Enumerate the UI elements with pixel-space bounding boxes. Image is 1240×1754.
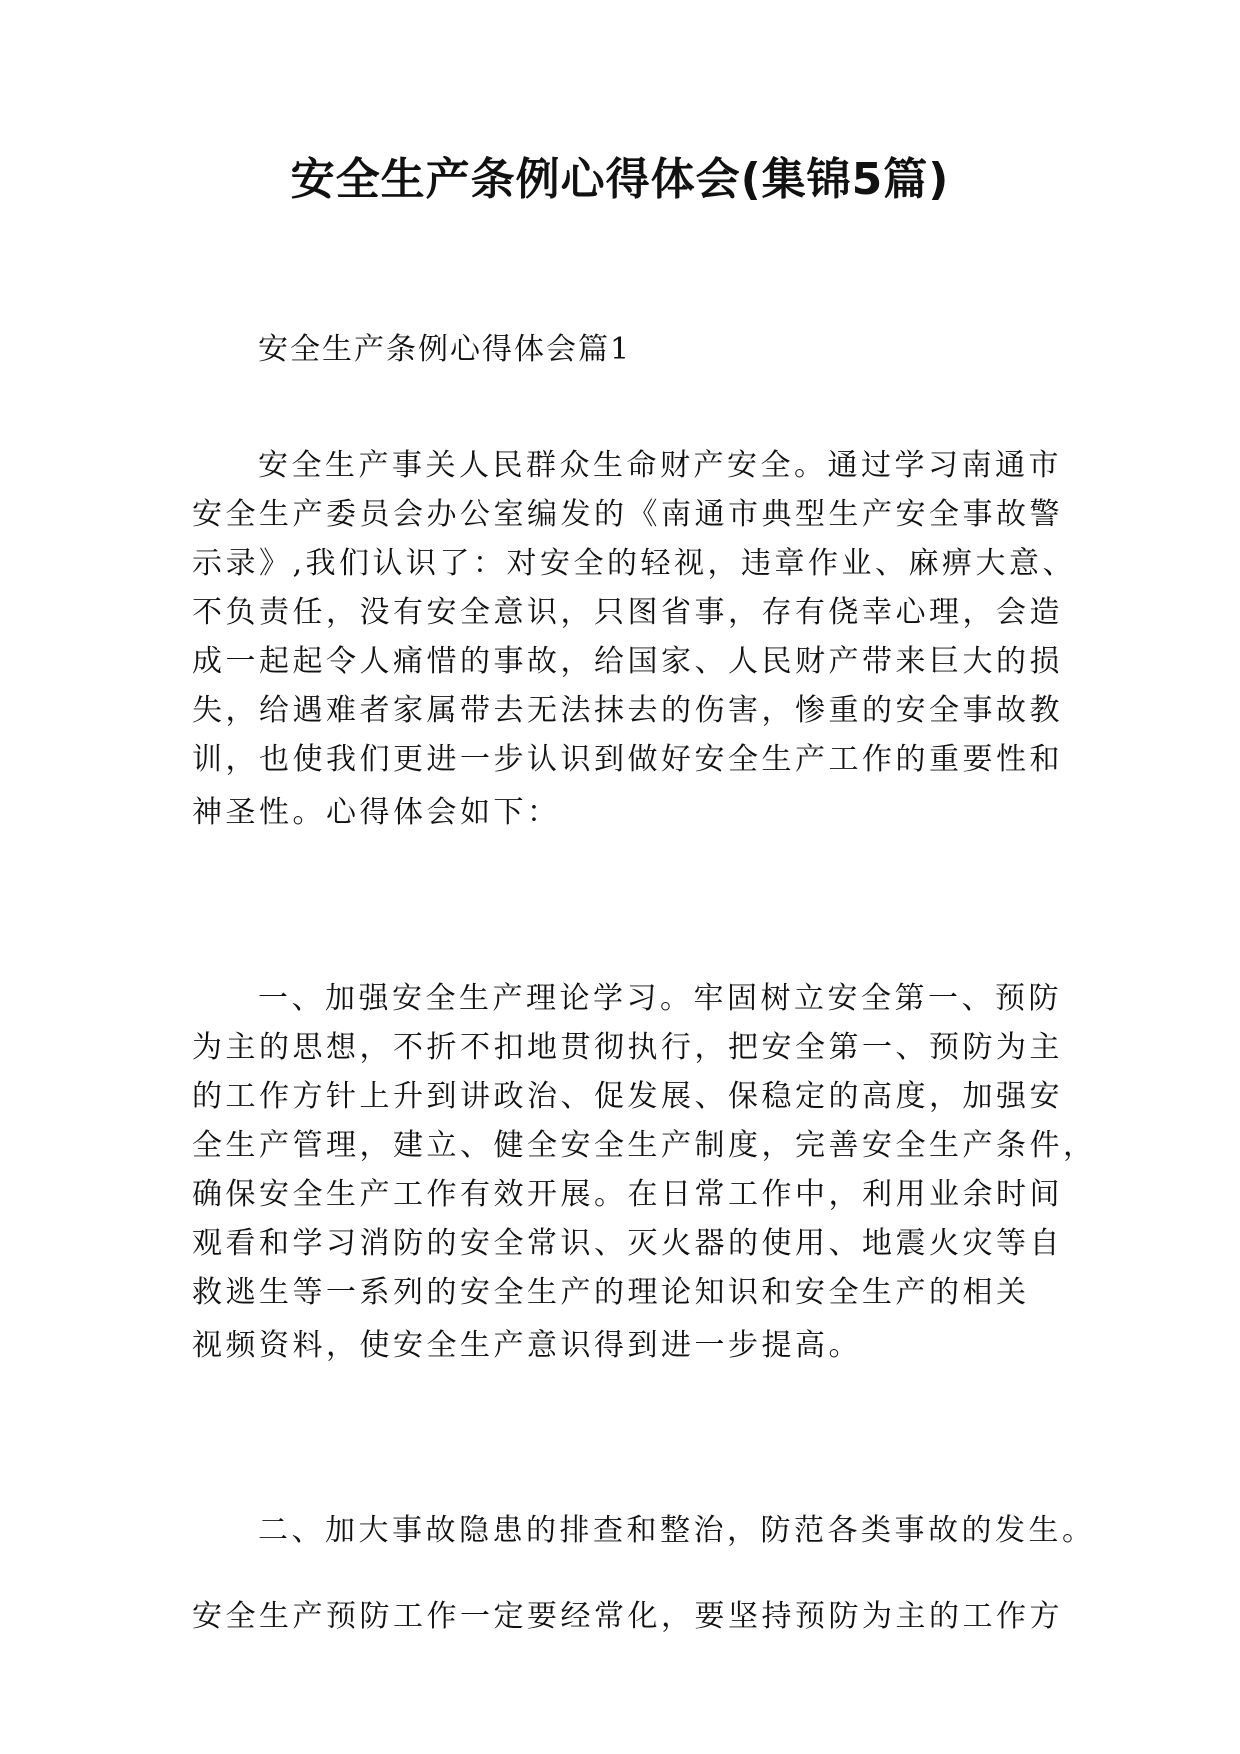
paragraph-line: 训，也使我们更进一步认识到做好安全生产工作的重要性和 bbox=[192, 742, 1063, 777]
paragraph-line: 神圣性。心得体会如下： bbox=[192, 795, 561, 830]
paragraph-line: 确保安全生产工作有效开展。在日常工作中，利用业余时间 bbox=[192, 1177, 1063, 1212]
paragraph-line: 视频资料，使安全生产意识得到进一步提高。 bbox=[192, 1328, 862, 1363]
document-title: 安全生产条例心得体会(集锦5篇) bbox=[290, 154, 950, 205]
paragraph-line: 不负责任，没有安全意识，只图省事，存有侥幸心理，会造 bbox=[192, 595, 1063, 630]
paragraph-line: 为主的思想，不折不扣地贯彻执行，把安全第一、预防为主 bbox=[192, 1030, 1063, 1065]
paragraph-line: 成一起起令人痛惜的事故，给国家、人民财产带来巨大的损 bbox=[192, 644, 1063, 679]
paragraph-line: 安全生产预防工作一定要经常化，要坚持预防为主的工作方 bbox=[192, 1599, 1063, 1634]
paragraph-line: 的工作方针上升到讲政治、促发展、保稳定的高度，加强安 bbox=[192, 1079, 1063, 1114]
paragraph-line: 全生产管理，建立、健全安全生产制度，完善安全生产条件， bbox=[192, 1128, 1097, 1163]
paragraph-line: 安全生产事关人民群众生命财产安全。通过学习南通市 bbox=[258, 448, 1062, 483]
paragraph-line: 示录》,我们认识了：对安全的轻视，违章作业、麻痹大意、 bbox=[192, 546, 1077, 581]
paragraph-line: 失，给遇难者家属带去无法抹去的伤害，惨重的安全事故教 bbox=[192, 693, 1063, 728]
paragraph-line: 救逃生等一系列的安全生产的理论知识和安全生产的相关 bbox=[192, 1275, 1030, 1310]
paragraph-line: 安全生产委员会办公室编发的《南通市典型生产安全事故警 bbox=[192, 497, 1063, 532]
paragraph-line: 一、加强安全生产理论学习。牢固树立安全第一、预防 bbox=[258, 981, 1062, 1016]
paragraph-line: 二、加大事故隐患的排查和整治，防范各类事故的发生。 bbox=[258, 1513, 1096, 1548]
paragraph-line: 观看和学习消防的安全常识、灭火器的使用、地震火灾等自 bbox=[192, 1226, 1063, 1261]
section-heading: 安全生产条例心得体会篇1 bbox=[258, 332, 632, 367]
